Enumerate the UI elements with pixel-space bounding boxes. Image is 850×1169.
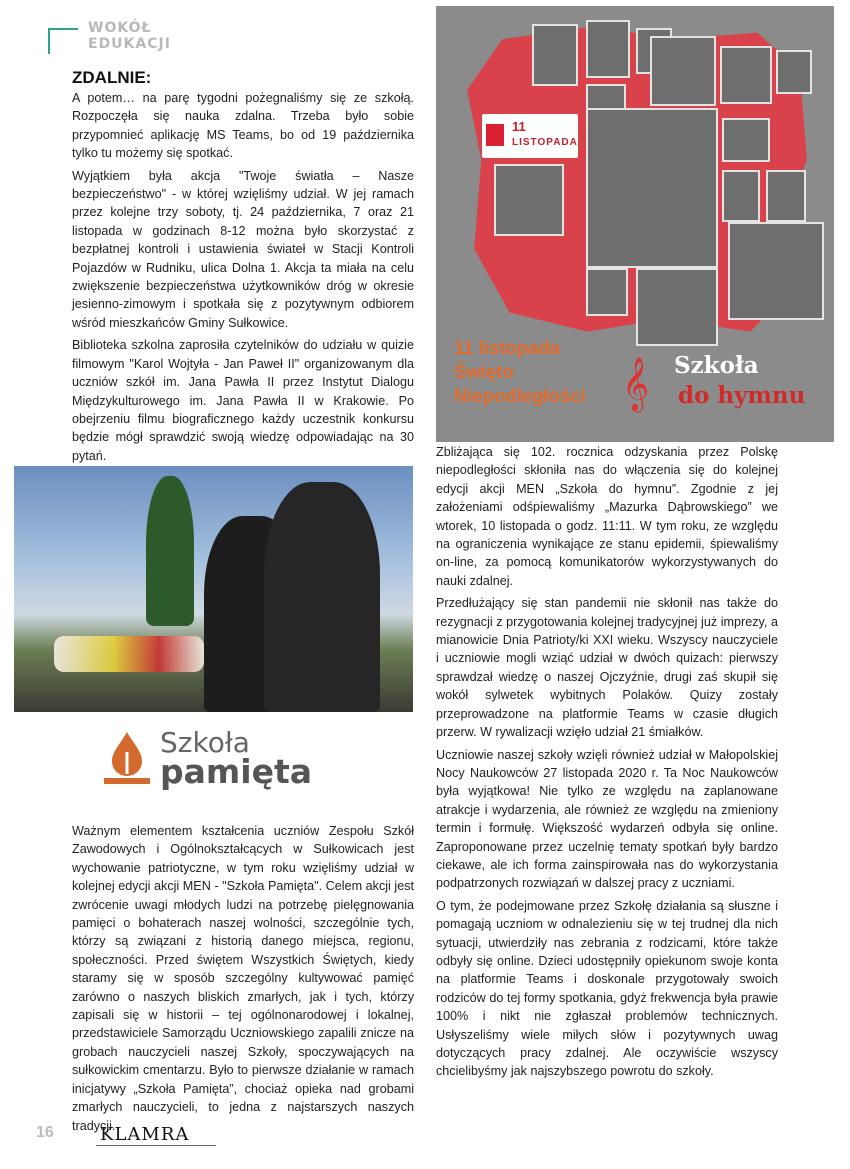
logo-word1: Szkoła <box>160 726 250 759</box>
szkola-pamieta-logo <box>104 726 334 796</box>
left-column-bottom-text <box>72 822 414 1139</box>
student-boy-figure <box>264 482 380 712</box>
student-photo <box>494 164 564 236</box>
student-photo <box>722 118 770 162</box>
paragraph: Uczniowie naszej szkoły wzięli również udział w Małopolskiej Nocy Naukowców 27 listopada 2020 r. Ta Noc Naukowców była wyjątkowa! Nie tylko ze względu na zaplanowane atrakcje i wydarzenia, ale również ze względu na zmieniony termin i formułę. Większość wydarzeń odbyła się online. Zaproponowane przez uczelnię tematy spotkań były bardzo ciekawe, ale ich forma zainspirowała nas do wykorzystania podpatrzonych rozwiązań w dalszej pracy z uczniami. <box>436 747 778 891</box>
section-label <box>48 14 238 54</box>
grave-flowers <box>54 636 204 672</box>
paragraph: Zbliżająca się 102. rocznica odzyskania przez Polskę niepodległości skłoniła nas do włączenia się do kolejnej edycji akcji MEN „Szkoła do hymnu”. Zgodnie z jej założeniami odśpiewaliśmy „Mazurka Dąbrowskiego” we wtorek, 10 listopada o godz. 11:11. W tym roku, ze względu na ograniczenia wynikające ze stanu epidemii, śpiewaliśmy on-line, za pomocą komunikatorów wykorzystywanych do nauki zdalnej. <box>436 445 778 588</box>
treble-clef-icon: 𝄞 <box>622 356 650 410</box>
badge-number: 11 <box>512 119 526 134</box>
candle-flame-icon <box>104 730 150 776</box>
student-photo <box>650 36 716 106</box>
section-horizontal-rule <box>48 28 78 30</box>
student-photo <box>532 24 578 86</box>
caption-line: Święto <box>454 361 514 382</box>
collage-caption <box>454 336 586 408</box>
student-photo <box>728 222 824 320</box>
paragraph: Przedłużający się stan pandemii nie skłonił nas także do rezygnacji z przygotowania kolejnej tradycyjnej już imprezy, a mianowicie Dnia Patrioty/ki XXI wieku. Wszyscy nauczyciele i uczniowie mogli wziąć udział w dwóch quizach: pierwszy sprawdzał wiedzę o naszej Ojczyźnie, drugi zaś skupił się wokół sylwetek wybitnych Polaków. Quizy zostały przeprowadzone na platformie Teams w czasie długich przerw. W rywalizacji wzięło udział 21 śmiałków. <box>436 596 778 740</box>
article-heading: ZDALNIE: <box>72 68 152 87</box>
paragraph: Biblioteka szkolna zaprosiła czytelników do udziału w quizie filmowym "Karol Wojtyła - Jan Paweł II" organizowanym dla uczniów szkół im. Jana Pawła II przez Instytut Dialogu Międzykulturowego im. Jana Pawła II w Krakowie. Po obejrzeniu filmu biograficznego każdy uczestnik konkursu będzie mógł sprawdzić swoją wiedzę odpowiadając na 30 pytań. <box>72 338 414 463</box>
page-number: 16 <box>36 1124 54 1141</box>
hymn-logo-line2: do hymnu <box>678 382 806 409</box>
magazine-brand: KLAMRA <box>100 1124 190 1145</box>
student-photo <box>636 268 718 346</box>
flag-photo <box>586 108 718 268</box>
independence-day-collage <box>436 6 834 442</box>
hymn-logo-line1: Szkoła <box>674 352 759 379</box>
paragraph: Ważnym elementem kształcenia uczniów Zespołu Szkół Zawodowych i Ogólnokształcących w Sułkowicach jest wychowanie patriotyczne, w tym roku wzięliśmy udział w kolejnej edycji akcji MEN - "Szkoła Pamięta". Celem akcji jest zwrócenie uwagi młodych ludzi na potrzebę pielęgnowania pamięci o bohaterach naszej wolności, szczególnie tych, którzy są związani z historią danego miejsca, regionu, społeczności. Przed świętem Wszystkich Świętych, kiedy staramy się w sposób szczególny kultywować pamięć zarówno o naszych bliskich zmarłych, jak i tych, którzy zapisali się w historii – tej ogólnonarodowej i lokalnej, przedstawiciele Samorządu Uczniowskiego zapalili znicze na grobach nauczycieli naszej Szkoły, spoczywających na sułkowickim cmentarzu. Było to pierwsze działanie w ramach inicjatywy „Szkoła Pamięta”, chociaż opieka nad grobami zmarłych nauczycieli, to jedna z najstarszych naszych tradycji. <box>72 824 414 1133</box>
section-title: WOKÓŁ EDUKACJI <box>88 20 171 52</box>
caption-line: 11 listopada <box>454 337 560 358</box>
polish-flag-icon <box>486 124 504 146</box>
cypress-tree <box>146 476 194 626</box>
szkola-do-hymnu-logo <box>622 350 822 420</box>
student-photo <box>586 20 630 78</box>
caption-line: Niepodległości <box>454 385 586 406</box>
paragraph: O tym, że podejmowane przez Szkołę działania są słuszne i pomagają uczniom w odnalezieniu się w tej trudnej dla nich sytuacji, utwierdziły nas zebrania z rodzicami, które także odbyły się online. Dzieci udostępniły opiekunom swoje konta na platformie Teams i doskonale przygotowały swoich rodziców do tej formy spotkania, gdyż frekwencja była prawie 100% i nikt nie zgłaszał problemów technicznych. Usłyszeliśmy wiele miłych słów i pozytywnych uwag dotyczących pracy zdalnej. Ale oczywiście wszyscy chcielibyśmy jak najszybszego powrotu do szkoły. <box>436 898 778 1079</box>
logo-word2: pamięta <box>160 752 313 791</box>
cemetery-photo <box>14 466 413 712</box>
student-photo <box>776 50 812 94</box>
logo-underline <box>104 778 150 784</box>
student-photo <box>766 170 806 222</box>
student-photo <box>720 46 772 104</box>
student-photo <box>722 170 760 222</box>
left-column-top-text <box>72 89 414 469</box>
right-column-text <box>436 443 778 1085</box>
section-vertical-rule <box>48 28 50 54</box>
paragraph: Wyjątkiem była akcja "Twoje światła – Nasze bezpieczeństwo" - w której wzięliśmy udział. W jej ramach przez kolejne trzy soboty, tj. 24 października, 7 oraz 21 listopada w godzinach 8-12 można było skorzystać z bezpłatnej kontroli i ustawienia świateł w Stacji Kontroli Pojazdów w Rudniku, ulica Dolna 1. Akcja ta miała na celu zwiększenie bezpieczeństwa użytkowników dróg w okresie jesienno-zimowym i spotkała się z pozytywnym odbiorem wśród mieszkańców Gminy Sułkowice. <box>72 168 414 330</box>
paragraph: A potem… na parę tygodni pożegnaliśmy się ze szkołą. Rozpoczęła się nauka zdalna. Trzeba było sobie przypomnieć aplikację MS Teams, bo od 19 października tylko tu możemy się spotkać. <box>72 91 414 161</box>
badge-month: LISTOPADA <box>512 137 578 148</box>
student-photo <box>586 268 628 316</box>
footer-rule <box>96 1145 216 1146</box>
november-badge <box>482 114 578 158</box>
